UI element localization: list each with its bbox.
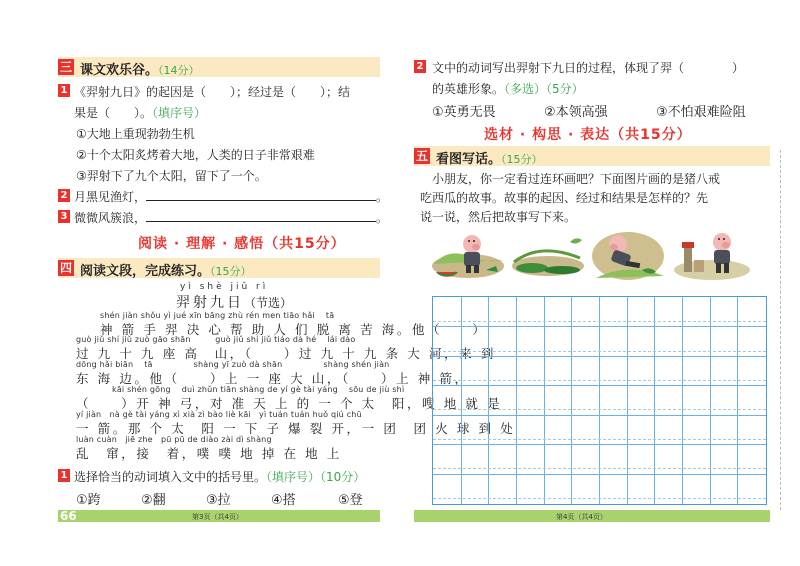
grid-row-gap-line — [433, 351, 766, 352]
passage-title-note: （节选） — [244, 296, 293, 310]
verb-option-4: ④搭 — [271, 493, 296, 508]
comic-panel-2 — [510, 232, 586, 278]
writing-prompt-line-1: 小朋友，你一定看过连环画吧？下面图片画的是猪八戒 — [432, 172, 721, 186]
reading-question-1-text: 选择恰当的动词填入文中的括号里。 — [74, 470, 267, 484]
passage-text-2: 过 九 十 九 座 高 山，（ ）过 九 十 九 条 大 河，来 到 — [76, 346, 496, 361]
question-1-number: 1 — [58, 84, 70, 97]
passage-text-4: （ ）开 神 弓，对 准 天 上 的 一 个 太 阳，嗖 地 就 是 — [76, 396, 503, 411]
passage-pinyin-5: yí jiàn nà gè tài yáng xì xià zì bào liè kāi yì tuán tuán huǒ qiú chū — [76, 410, 362, 419]
grid-row-gap-line — [433, 409, 766, 410]
section-3-title-text: 课文欢乐谷。 — [80, 63, 159, 78]
passage-pinyin-6: luàn cuàn jiē zhe pū pū de diào zài dì shàng — [76, 435, 272, 444]
question-3-number: 3 — [58, 210, 70, 223]
grid-row-line — [433, 415, 766, 416]
grid-row-line — [433, 444, 766, 445]
right-choice-2: ②本领高强 — [544, 105, 608, 120]
writing-heading: 选材 · 构思 · 表达（共15分） — [484, 127, 692, 143]
section-4-title-text: 阅读文段，完成练习。 — [80, 264, 211, 279]
writing-prompt-line-3: 说一说，然后把故事写下来。 — [420, 210, 577, 224]
section-3-number: 三 — [59, 60, 72, 74]
question-1-option-3: ③羿射下了九个太阳，留下了一个。 — [76, 169, 267, 183]
right-choice-3: ③不怕艰难险阻 — [656, 105, 746, 120]
question-1-line-2-text: 果是（ ）。 — [74, 106, 153, 120]
verb-option-1: ①跨 — [76, 493, 101, 508]
section-4-title — [80, 260, 252, 279]
section-4-points: （15分） — [210, 265, 252, 278]
grid-row-gap-line — [433, 321, 766, 322]
grid-row-gap-line — [433, 380, 766, 381]
binding-edge — [780, 150, 781, 510]
grid-row-gap-line — [433, 439, 766, 440]
left-footer-text: 第3页（共4页） — [192, 513, 243, 521]
passage-title-pinyin: yì shè jiǔ rì — [180, 282, 269, 292]
right-question-2-number: 2 — [414, 60, 426, 73]
reading-question-1-line — [74, 468, 365, 485]
section-5-number: 五 — [415, 149, 428, 163]
passage-pinyin-2: guò jiǔ shí jiǔ zuò gāo shān guò jiǔ shí jiǔ tiáo dà hé lái dào — [76, 335, 356, 344]
question-1-hint: （填序号） — [152, 106, 207, 120]
page-number: 66 — [60, 509, 77, 523]
passage-text-6: 乱 窜，接 着，噗 噗 地 掉 在 地 上 — [76, 446, 342, 461]
section-5-points: （15分） — [501, 153, 543, 166]
comic-panel-4 — [672, 226, 752, 282]
verb-option-5: ⑤登 — [338, 493, 363, 508]
reading-question-1-points: （10分） — [320, 470, 366, 484]
grid-row-line — [433, 474, 766, 475]
right-choice-1: ①英勇无畏 — [432, 105, 496, 120]
question-1-line-1: 《羿射九日》的起因是（ ）；经过是（ ）；结 — [74, 85, 351, 99]
question-1-line-2 — [74, 104, 206, 121]
question-1-option-2: ②十个太阳炙烤着大地，人类的日子非常艰难 — [76, 148, 315, 162]
grid-row-line — [433, 356, 766, 357]
question-3-line: 微微风簇浪， 。 — [74, 211, 389, 225]
grid-row-gap-line — [433, 498, 766, 499]
grid-row-line — [433, 326, 766, 327]
reading-question-1-number: 1 — [58, 469, 70, 482]
section-5-title-text: 看图写话。 — [436, 152, 502, 167]
verb-option-3: ③拉 — [206, 493, 231, 508]
writing-prompt-line-2: 吃西瓜的故事。故事的起因、经过和结果是怎样的？先 — [420, 191, 709, 205]
comic-panel-1 — [428, 226, 508, 280]
section-5-title — [436, 148, 543, 167]
section-3-title — [80, 59, 200, 78]
passage-text-1: 神 箭 手 羿 决 心 帮 助 人 们 脱 离 苦 海。他（ ） — [100, 322, 488, 337]
section-3-points: （14分） — [158, 64, 200, 77]
right-question-2-points: （5分） — [546, 82, 584, 96]
right-question-2-hint: （多选） — [504, 82, 547, 96]
right-question-2-line-2 — [432, 80, 584, 97]
passage-pinyin-4: kāi shén gōng duì zhǔn tiān shàng de yí gè tài yáng sōu de jiù shì — [112, 385, 405, 394]
passage-title — [176, 292, 292, 312]
reading-heading: 阅读 · 理解 · 感悟（共15分） — [138, 236, 346, 252]
comic-panel-3 — [590, 226, 666, 284]
grid-row-line — [433, 385, 766, 386]
grid-row-gap-line — [433, 468, 766, 469]
passage-text-5: 一 箭。那 个 太 阳 一 下 子 爆 裂 开，一 团 团 火 球 到 处 — [76, 421, 516, 436]
question-2-text: 月黑见渔灯， — [74, 190, 147, 204]
writing-grid[interactable] — [432, 296, 767, 505]
right-question-2-text: 的英雄形象。 — [432, 82, 505, 96]
question-3-text: 微微风簇浪， — [74, 211, 147, 225]
right-question-2-line-1: 文中的动词写出羿射下九日的过程，体现了羿（ ） — [432, 61, 745, 75]
question-2-line: 月黑见渔灯， 。 — [74, 190, 389, 204]
right-footer-text: 第4页（共4页） — [556, 513, 607, 521]
question-1-option-1: ①大地上重现勃勃生机 — [76, 127, 195, 141]
passage-text-3: 东 海 边。他（ ）上 一 座 大 山，（ ）上 神 箭， — [76, 371, 470, 386]
question-2-blank[interactable] — [146, 191, 376, 201]
verb-option-2: ②翻 — [141, 493, 166, 508]
question-2-number: 2 — [58, 189, 70, 202]
reading-question-1-hint: （填序号） — [266, 470, 321, 484]
passage-pinyin-3: dōng hǎi biān tā shàng yī zuò dà shān shàng shén jiàn — [76, 360, 390, 369]
section-4-number: 四 — [59, 261, 72, 275]
passage-title-text: 羿射九日 — [176, 295, 244, 311]
question-3-blank[interactable] — [146, 212, 376, 222]
passage-pinyin-1: shén jiàn shǒu yì jué xīn bāng zhù rén men tiāo hǎi tā — [100, 311, 335, 320]
